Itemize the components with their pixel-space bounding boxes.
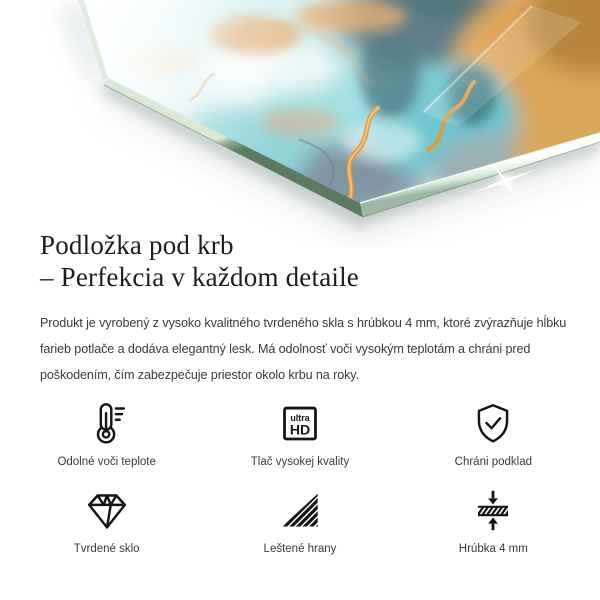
feature-label: Odolné voči teplote: [57, 456, 156, 468]
ultra-hd-icon: [276, 401, 324, 446]
glass-panel-hero: [0, 0, 600, 248]
feature-label: Chráni podklad: [454, 456, 532, 468]
feature-thickness: [397, 488, 590, 556]
thermometer-icon: [83, 401, 131, 446]
feature-tempered-glass: [10, 488, 203, 556]
feature-print-quality: [203, 401, 396, 469]
feature-heat-resistant: [10, 401, 203, 469]
polished-edges-icon: [276, 488, 324, 533]
feature-polished-edges: [203, 488, 396, 556]
thickness-icon: [469, 488, 517, 533]
feature-label: Tlač vysokej kvality: [250, 456, 350, 468]
page-title-line2: – Perfekcia v každom detaile: [40, 262, 359, 292]
diamond-icon: [82, 488, 132, 533]
page-title-line1: Podložka pod krb: [40, 230, 234, 260]
feature-label: Hrúbka 4 mm: [458, 543, 528, 555]
feature-label: Tvrdené sklo: [73, 543, 140, 555]
shield-check-icon: [469, 401, 517, 446]
ultra-hd-badge-top: ultra: [290, 413, 310, 424]
feature-protects-base: [397, 401, 590, 469]
ultra-hd-badge-bottom: HD: [289, 421, 311, 438]
product-description: Produkt je vyrobený z vysoko kvalitného tvrdeného skla s hrúbkou 4 mm, ktoré zvýrazňuje hĺbku farieb potlače a dodáva elegantný lesk. Má odolnosť voči vysokým teplotám a chráni pred poškodením, čím zabezpečuje priestor okolo krbu na roky.: [40, 316, 567, 382]
features-grid: [10, 401, 590, 556]
feature-label: Leštené hrany: [263, 543, 337, 555]
page-title: [40, 229, 359, 293]
